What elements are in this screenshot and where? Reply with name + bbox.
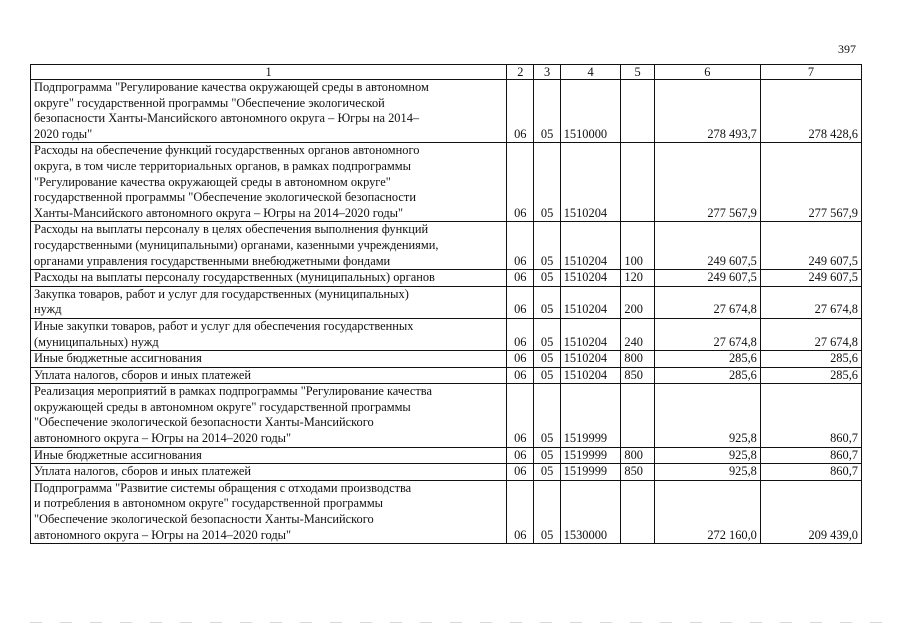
cell-target-article: 1510000 [560,80,621,143]
header-col-4: 4 [560,65,621,80]
row-description-text: Закупка товаров, работ и услуг для государственных (муниципальных) нужд [34,286,409,317]
cell-target-article: 1519999 [560,464,621,481]
cell-expense-type: 100 [621,222,654,270]
cell-amount-col7: 27 674,8 [760,286,861,318]
row-description-text: Иные бюджетные ассигнования [34,447,202,462]
cell-expense-type [621,80,654,143]
row-description-text: Уплата налогов, сборов и иных платежей [34,367,252,382]
cell-amount-col6: 925,8 [654,447,760,464]
cell-description [31,286,507,318]
cell-target-article: 1510204 [560,367,621,384]
cell-expense-type: 800 [621,447,654,464]
cell-target-article: 1510204 [560,351,621,368]
cell-subsection: 05 [534,222,560,270]
table-row [31,351,862,368]
cell-target-article: 1510204 [560,270,621,287]
cell-amount-col7: 278 428,6 [760,80,861,143]
cell-subsection: 05 [534,80,560,143]
cell-description [31,367,507,384]
cell-expense-type: 200 [621,286,654,318]
table-row [31,464,862,481]
cell-expense-type [621,143,654,222]
table-row [31,143,862,222]
table-row [31,447,862,464]
table-row [31,480,862,543]
cell-description [31,270,507,287]
cell-subsection: 05 [534,286,560,318]
table-header-row [31,65,862,80]
row-description-text: Расходы на выплаты персоналу в целях обеспечения выполнения функций государственными (муниципальными) органами, казенными учреждениями, органами управления государственными внебюджетными фондами [34,222,439,268]
row-description-text: Подпрограмма "Регулирование качества окружающей среды в автономном округе" государственной программы "Обеспечение экологической безопасности Ханты-Мансийского автономного округа – Югры на 2014– 2020 годы" [34,80,429,141]
cell-description [31,80,507,143]
header-col-5: 5 [621,65,654,80]
cell-expense-type [621,384,654,447]
row-description-text: Иные закупки товаров, работ и услуг для обеспечения государственных (муниципальных) нужд [34,318,414,349]
cell-amount-col7: 860,7 [760,447,861,464]
cell-amount-col6: 249 607,5 [654,222,760,270]
cell-target-article: 1510204 [560,222,621,270]
cell-description [31,384,507,447]
cell-subsection: 05 [534,384,560,447]
cell-amount-col7: 27 674,8 [760,318,861,350]
cell-amount-col6: 249 607,5 [654,270,760,287]
cell-expense-type [621,480,654,543]
cell-section: 06 [507,143,534,222]
cell-section: 06 [507,222,534,270]
cell-description [31,222,507,270]
cell-section: 06 [507,270,534,287]
table-row [31,384,862,447]
row-description-text: Расходы на выплаты персоналу государственных (муниципальных) органов [34,270,435,285]
cell-description [31,447,507,464]
header-col-1: 1 [31,65,507,80]
cell-description [31,318,507,350]
cell-section: 06 [507,80,534,143]
cell-subsection: 05 [534,480,560,543]
budget-table [30,64,862,544]
cell-amount-col7: 277 567,9 [760,143,861,222]
row-description-text: Подпрограмма "Развитие системы обращения с отходами производства и потребления в автономном округе" государственной программы "Обеспечение экологической безопасности Ханты-Мансийского автономного округа – Югры на 2014–2020 годы" [34,480,412,542]
cell-subsection: 05 [534,143,560,222]
cell-amount-col6: 27 674,8 [654,318,760,350]
cell-section: 06 [507,464,534,481]
cell-target-article: 1530000 [560,480,621,543]
cell-subsection: 05 [534,270,560,287]
cell-expense-type: 240 [621,318,654,350]
cell-amount-col7: 249 607,5 [760,222,861,270]
cell-target-article: 1510204 [560,318,621,350]
cell-amount-col6: 285,6 [654,351,760,368]
cell-section: 06 [507,286,534,318]
cell-amount-col6: 278 493,7 [654,80,760,143]
cell-target-article: 1519999 [560,384,621,447]
cell-amount-col6: 27 674,8 [654,286,760,318]
cell-subsection: 05 [534,367,560,384]
cell-amount-col6: 925,8 [654,464,760,481]
cell-description [31,143,507,222]
cell-subsection: 05 [534,447,560,464]
page-number: 397 [838,42,856,56]
cell-target-article: 1510204 [560,143,621,222]
cell-subsection: 05 [534,464,560,481]
row-description-text: Уплата налогов, сборов и иных платежей [34,464,252,479]
header-col-7: 7 [760,65,861,80]
cell-description [31,351,507,368]
table-row [31,318,862,350]
cell-section: 06 [507,480,534,543]
table-row [31,222,862,270]
cell-section: 06 [507,447,534,464]
table-row [31,80,862,143]
cell-expense-type: 120 [621,270,654,287]
cell-amount-col7: 209 439,0 [760,480,861,543]
cell-expense-type: 850 [621,464,654,481]
cell-description [31,480,507,543]
row-description-text: Иные бюджетные ассигнования [34,351,202,366]
cell-amount-col7: 285,6 [760,351,861,368]
cell-section: 06 [507,367,534,384]
cell-target-article: 1519999 [560,447,621,464]
cell-amount-col7: 285,6 [760,367,861,384]
cell-amount-col7: 860,7 [760,384,861,447]
cell-section: 06 [507,384,534,447]
scan-artifact-line [30,622,890,623]
cell-subsection: 05 [534,318,560,350]
table-row [31,270,862,287]
header-col-2: 2 [507,65,534,80]
table-row [31,367,862,384]
row-description-text: Реализация мероприятий в рамках подпрограммы "Регулирование качества окружающей среды в автономном округе" государственной программы "Обеспечение экологической безопасности Ханты-Мансийского автономного округа – Югры на 2014–2020 годы" [34,384,432,446]
cell-expense-type: 800 [621,351,654,368]
cell-amount-col6: 277 567,9 [654,143,760,222]
cell-description [31,464,507,481]
cell-amount-col6: 925,8 [654,384,760,447]
row-description-text: Расходы на обеспечение функций государственных органов автономного округа, в том числе территориальных органов, в рамках подпрограммы "Регулирование качества окружающей среды в автономном округе" государственной программы "Обеспечение экологической безопасности Ханты-Мансийского автономного округа – Югры на 2014–2020 годы" [34,143,420,220]
cell-amount-col7: 249 607,5 [760,270,861,287]
cell-amount-col7: 860,7 [760,464,861,481]
header-col-3: 3 [534,65,560,80]
cell-target-article: 1510204 [560,286,621,318]
cell-section: 06 [507,318,534,350]
cell-expense-type: 850 [621,367,654,384]
cell-section: 06 [507,351,534,368]
header-col-6: 6 [654,65,760,80]
cell-amount-col6: 285,6 [654,367,760,384]
cell-subsection: 05 [534,351,560,368]
table-row [31,286,862,318]
cell-amount-col6: 272 160,0 [654,480,760,543]
